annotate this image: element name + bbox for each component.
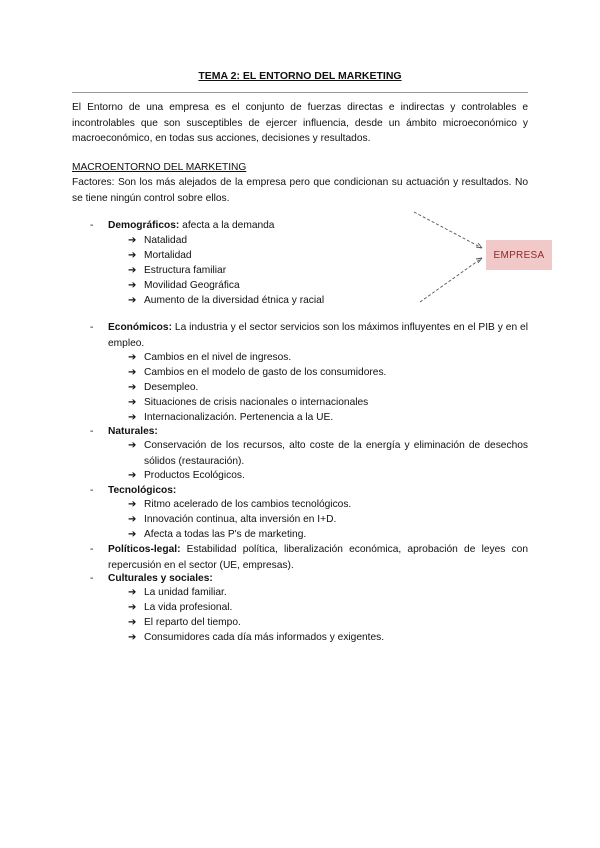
arrow-icon: ➔ (128, 617, 137, 628)
arrow-icon: ➔ (128, 499, 137, 510)
arrow-icon: ➔ (128, 295, 137, 306)
category-desc: Estabilidad política, liberalización económica, aprobación de leyes con repercusión en el sector (UE, empresas). (108, 544, 528, 571)
arrow-icon: ➔ (128, 529, 137, 540)
arrow-icon: ➔ (128, 632, 137, 643)
bullet-dash: - (90, 485, 94, 496)
category-name: Demográficos: (108, 220, 180, 231)
intro-paragraph: El Entorno de una empresa es el conjunto de fuerzas directas e indirectas y controlables e incontrolables que son susceptibles de ejercer influencia, desde un ámbito microeconómico y macroeconómico, en todas sus acciones, decisiones y resultados. (72, 102, 528, 144)
arrow-icon: ➔ (128, 514, 137, 525)
factores-paragraph: Factores: Son los más alejados de la empresa pero que condicionan su actuación y resultados. No se tiene ningún control sobre ellos. (72, 177, 528, 204)
arrow-icon: ➔ (128, 440, 137, 451)
bullet-dash: - (90, 573, 94, 584)
category-name: Económicos: (108, 322, 172, 333)
arrow-icon: ➔ (128, 280, 137, 291)
arrow-icon: ➔ (128, 470, 137, 481)
arrow-icon: ➔ (128, 265, 137, 276)
category-name: Tecnológicos: (108, 485, 177, 496)
arrow-icon: ➔ (128, 412, 137, 423)
category-name: Culturales y sociales: (108, 573, 213, 584)
arrow-icon: ➔ (128, 250, 137, 261)
bullet-dash: - (90, 544, 94, 555)
bullet-dash: - (90, 220, 94, 231)
bullet-dash: - (90, 426, 94, 437)
page-title: TEMA 2: EL ENTORNO DEL MARKETING (198, 70, 402, 82)
arrow-icon: ➔ (128, 235, 137, 246)
category-desc: La industria y el sector servicios son los máximos influyentes en el PIB y en el empleo. (108, 322, 528, 349)
category-name: Naturales: (108, 426, 158, 437)
bullet-dash: - (90, 322, 94, 333)
section-heading: MACROENTORNO DEL MARKETING (72, 162, 247, 173)
category-desc: afecta a la demanda (179, 220, 275, 231)
empresa-box: EMPRESA (486, 240, 552, 270)
arrow-icon: ➔ (128, 397, 137, 408)
category-name: Políticos-legal: (108, 544, 181, 555)
arrow-icon: ➔ (128, 382, 137, 393)
arrow-icon: ➔ (128, 587, 137, 598)
arrow-icon: ➔ (128, 352, 137, 363)
arrow-icon: ➔ (128, 367, 137, 378)
arrow-icon: ➔ (128, 602, 137, 613)
document-page: TEMA 2: EL ENTORNO DEL MARKETING El Entorno de una empresa es el conjunto de fuerzas directas e indirectas y controlables e incontrolables que son susceptibles de ejercer influencia, desde un ámbito microeconómico y macroeconómico, en todas sus acciones, decisiones y resultados. MACROENTORNO DEL MARKETING Factores: Son los más alejados de la empresa pero que condicionan su actuación y resultados. No se tiene ningún control sobre ellos. EMPRESA - Demográficos: afecta a la demanda ➔ Natalidad ➔ Mortalidad ➔ Estructura familiar ➔ Movilidad Geográfica ➔ Aumento de la diversidad étnica y racial - Económicos: La industria y el sector servicios son los máximos influyentes en el PIB y en el empleo. ➔ Cambios en el nivel de ingresos. ➔ Cambios en el modelo de gasto de los consumidores. ➔ Desempleo. ➔ Situaciones de crisis nacionales o internacionales ➔ Internacionalización. Pertenencia a la UE. - Naturales: ➔ Conservación de los recursos, alto coste de la energía y eliminación de desechos sólidos (restauración). ➔ Productos Ecológicos. - Tecnológicos: ➔ Ritmo acelerado de los cambios tecnológicos. ➔ Innovación continua, alta inversión en I+D. ➔ Afecta a todas las P's de marketing. - Políticos-legal: Estabilidad política, liberalización económica, aprobación de leyes con repercusión en el sector (UE, empresas). - Culturales y sociales: ➔ La unidad familiar. ➔ La vida profesional. ➔ El reparto del tiempo. ➔ Consumidores cada día más informados y exigentes. (0, 0, 600, 848)
